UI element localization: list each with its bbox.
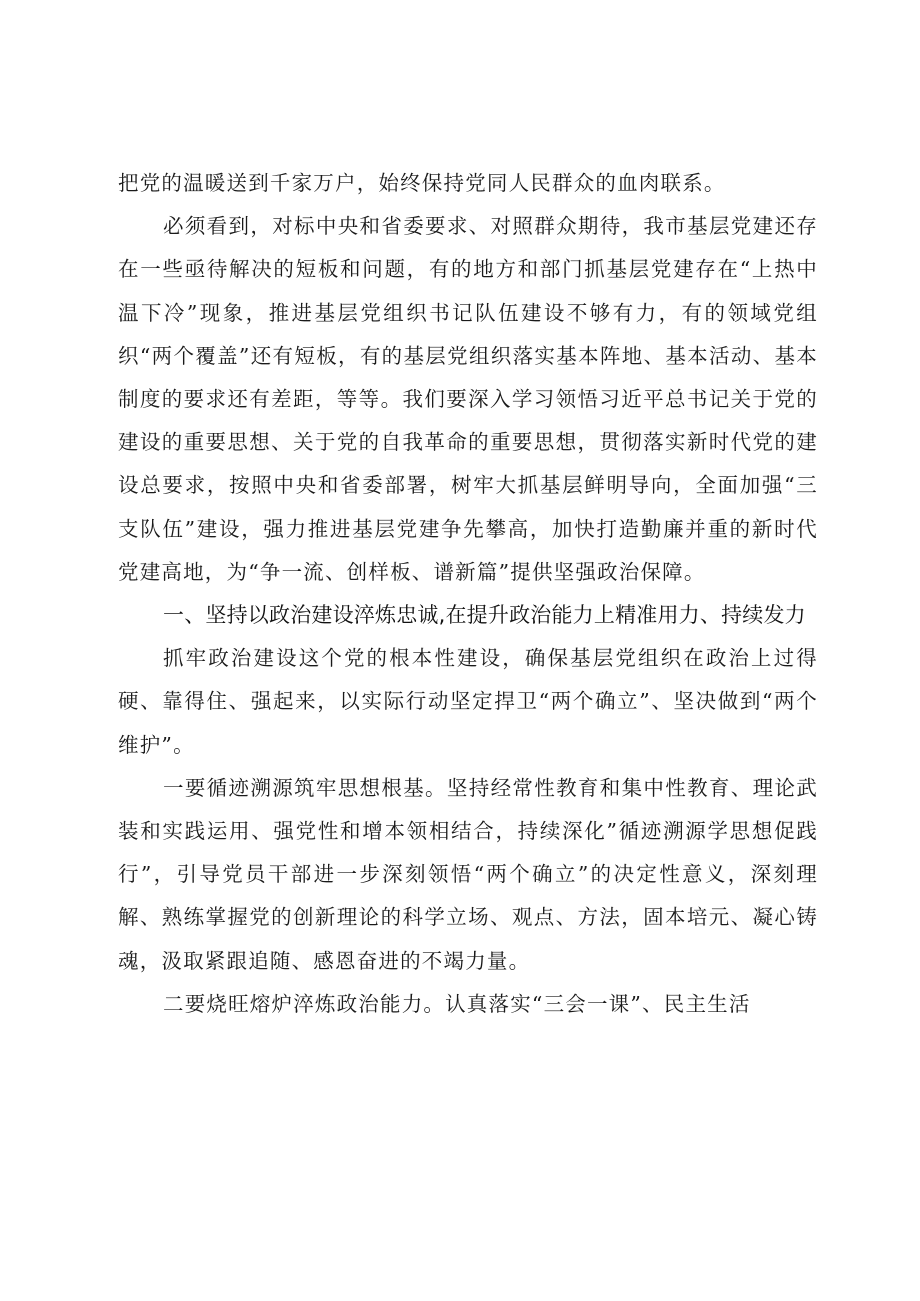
document-body (118, 162, 818, 1026)
paragraph-political-ability: 二要烧旺熔炉淬炼政治能力。认真落实“三会一课”、民主生活 (163, 991, 751, 1016)
paragraph-political-building-intro: 抓牢政治建设这个党的根本性建设，确保基层党组织在政治上过得硬、靠得住、强起来，以实际行动坚定捍卫“两个确立”、坚决做到“两个维护”。 (118, 646, 818, 757)
paragraph-ideological-foundation: 一要循迹溯源筑牢思想根基。坚持经常性教育和集中性教育、理论武装和实践运用、强党性和增本领相结合，持续深化”循迹溯源学思想促践行”，引导党员干部进一步深刻领悟“两个确立”的决定性意义，深刻理解、熟练掌握党的创新理论的科学立场、观点、方法，固本培元、凝心铸魂，汲取紧跟追随、感恩奋进的不竭力量。 (118, 775, 818, 973)
paragraph-problems-and-goals: 必须看到，对标中央和省委要求、对照群众期待，我市基层党建还存在一些亟待解决的短板和问题，有的地方和部门抓基层党建存在“上热中温下冷”现象，推进基层党组织书记队伍建设不够有力，有的领域党组织“两个覆盖”还有短板，有的基层党组织落实基本阵地、基本活动、基本制度的要求还有差距，等等。我们要深入学习领悟习近平总书记关于党的建设的重要思想、关于党的自我革命的重要思想，贯彻落实新时代党的建设总要求，按照中央和省委部署，树牢大抓基层鲜明导向，全面加强“三支队伍”建设，强力推进基层党建争先攀高，加快打造勤廉并重的新时代党建高地，为“争一流、创样板、谱新篇”提供坚强政治保障。 (118, 214, 818, 584)
section-heading-political-building: 一、坚持以政治建设淬炼忠诚,在提升政治能力上精准用力、持续发力 (163, 603, 806, 628)
paragraph-continuation: 把党的温暖送到千家万户，始终保持党同人民群众的血肉联系。 (118, 171, 726, 195)
